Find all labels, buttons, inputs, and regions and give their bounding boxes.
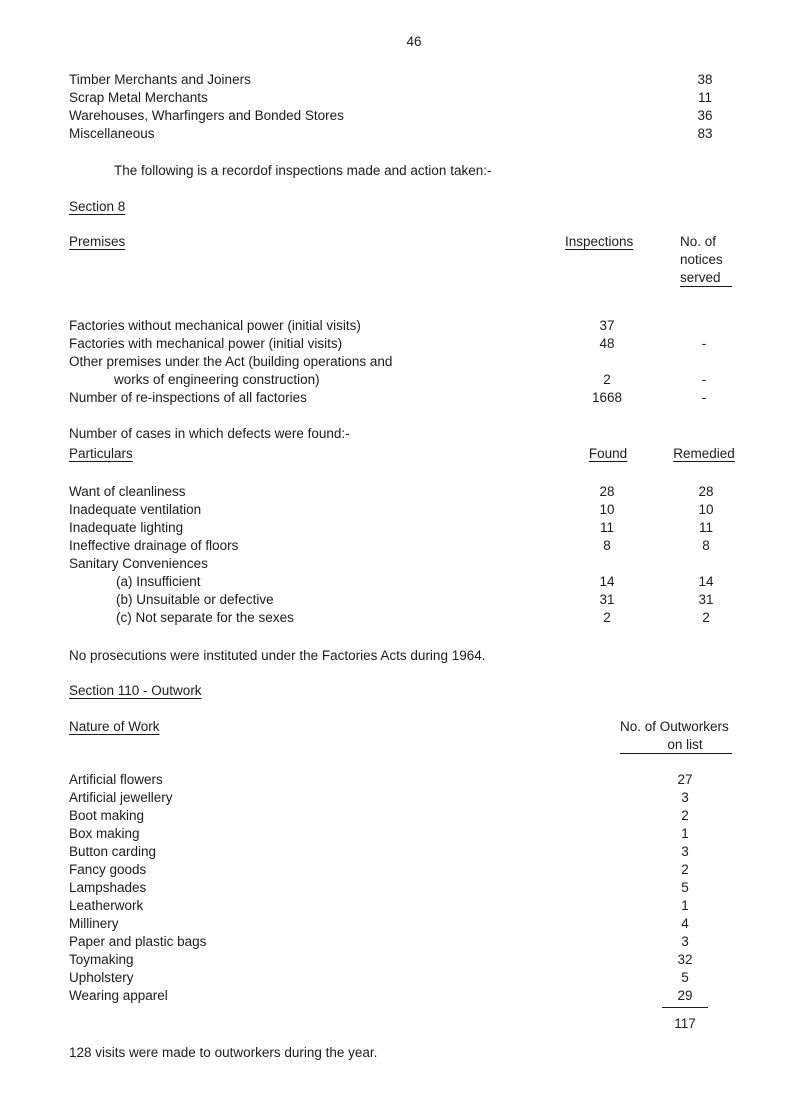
list-item-label: Timber Merchants and Joiners: [69, 72, 251, 87]
outworkers-header-line-1: No. of Outworkers: [620, 719, 729, 734]
table-row-label: Button carding: [69, 844, 157, 859]
list-item-value: 36: [697, 108, 713, 123]
total-rule: [662, 1007, 708, 1008]
table-row-inspections: 48: [599, 336, 615, 351]
table-row-label: Leatherwork: [69, 898, 144, 913]
table-row-label: Upholstery: [69, 970, 134, 985]
table-row-value: 3: [681, 790, 689, 805]
table-row-label: (b) Unsuitable or defective: [116, 592, 274, 607]
table-row-label: Want of cleanliness: [69, 484, 186, 499]
table-row-label: Sanitary Conveniences: [69, 556, 208, 571]
prosecutions-text: No prosecutions were instituted under the Factories Acts during 1964.: [69, 648, 486, 663]
table-row-value: 5: [681, 970, 689, 985]
table-row-value: 1: [681, 898, 689, 913]
list-item-label: Scrap Metal Merchants: [69, 90, 208, 105]
table-row-label: Artificial flowers: [69, 772, 163, 787]
table-row-found: 31: [599, 592, 615, 607]
table-row-notices: -: [701, 372, 707, 387]
inspections-header: Inspections: [565, 234, 634, 249]
table-row-inspections: 1668: [591, 390, 623, 405]
table-row-value: 27: [677, 772, 693, 787]
table-row-label: Inadequate lighting: [69, 520, 184, 535]
table-row-remedied: 28: [698, 484, 714, 499]
table-row-label: Wearing apparel: [69, 988, 168, 1003]
outworkers-total: 117: [674, 1016, 696, 1031]
table-row-remedied: 14: [698, 574, 714, 589]
notices-header-line-3: served: [680, 270, 721, 285]
section-8-heading: Section 8: [69, 199, 126, 214]
table-row-remedied: 31: [698, 592, 714, 607]
table-row-value: 5: [681, 880, 689, 895]
intro-text: The following is a recordof inspections made and action taken:-: [114, 163, 492, 178]
table-row-value: 32: [677, 952, 693, 967]
table-row-notices: -: [701, 390, 707, 405]
table-row-label: Boot making: [69, 808, 145, 823]
page-number: 46: [406, 34, 422, 49]
table-row-label: Toymaking: [69, 952, 134, 967]
table-row-inspections: 37: [599, 318, 615, 333]
table-row-found: 10: [599, 502, 615, 517]
defects-intro: Number of cases in which defects were found:-: [69, 426, 350, 441]
particulars-header: Particulars: [69, 446, 133, 461]
list-item-value: 83: [697, 126, 713, 141]
table-row-label: Lampshades: [69, 880, 147, 895]
outworkers-header-line-2: on list: [667, 737, 703, 752]
table-row-label: Inadequate ventilation: [69, 502, 202, 517]
table-row-label: Paper and plastic bags: [69, 934, 207, 949]
list-item-value: 38: [697, 72, 713, 87]
table-row-value: 29: [677, 988, 693, 1003]
table-row-notices: -: [701, 336, 707, 351]
table-row-remedied: 2: [702, 610, 710, 625]
table-row-remedied: 10: [698, 502, 714, 517]
section-110-heading: Section 110 - Outwork: [69, 683, 202, 698]
list-item-label: Warehouses, Wharfingers and Bonded Stores: [69, 108, 344, 123]
table-row-found: 14: [599, 574, 615, 589]
list-item-label: Miscellaneous: [69, 126, 155, 141]
premises-header: Premises: [69, 234, 126, 249]
table-row-label: Artificial jewellery: [69, 790, 173, 805]
table-row-label: (c) Not separate for the sexes: [116, 610, 294, 625]
notices-header-line-2: notices: [680, 252, 723, 267]
table-row-label: works of engineering construction): [114, 372, 320, 387]
table-row-label: Box making: [69, 826, 140, 841]
table-row-value: 2: [681, 808, 689, 823]
nature-of-work-header: Nature of Work: [69, 719, 160, 734]
list-item-value: 11: [697, 90, 713, 105]
table-row-found: 8: [603, 538, 611, 553]
table-row-remedied: 8: [702, 538, 710, 553]
table-row-found: 28: [599, 484, 615, 499]
notices-header-underline: [680, 286, 732, 287]
table-row-label: Other premises under the Act (building operations and: [69, 354, 393, 369]
notices-header-line-1: No. of: [680, 234, 717, 249]
table-row-label: Factories without mechanical power (initial visits): [69, 318, 361, 333]
table-row-value: 3: [681, 844, 689, 859]
table-row-label: Number of re-inspections of all factories: [69, 390, 307, 405]
table-row-label: Ineffective drainage of floors: [69, 538, 239, 553]
table-row-found: 2: [603, 610, 611, 625]
table-row-inspections: 2: [603, 372, 611, 387]
found-header: Found: [588, 446, 628, 461]
table-row-label: Factories with mechanical power (initial visits): [69, 336, 343, 351]
table-row-label: Millinery: [69, 916, 119, 931]
table-row-value: 4: [681, 916, 689, 931]
outworkers-header-underline: [620, 753, 732, 754]
remedied-header: Remedied: [673, 446, 735, 461]
table-row-label: Fancy goods: [69, 862, 147, 877]
table-row-remedied: 11: [698, 520, 714, 535]
table-row-value: 1: [681, 826, 689, 841]
table-row-value: 3: [681, 934, 689, 949]
table-row-label: (a) Insufficient: [116, 574, 201, 589]
table-row-value: 2: [681, 862, 689, 877]
table-row-found: 11: [599, 520, 615, 535]
footer-text: 128 visits were made to outworkers during the year.: [69, 1045, 378, 1060]
